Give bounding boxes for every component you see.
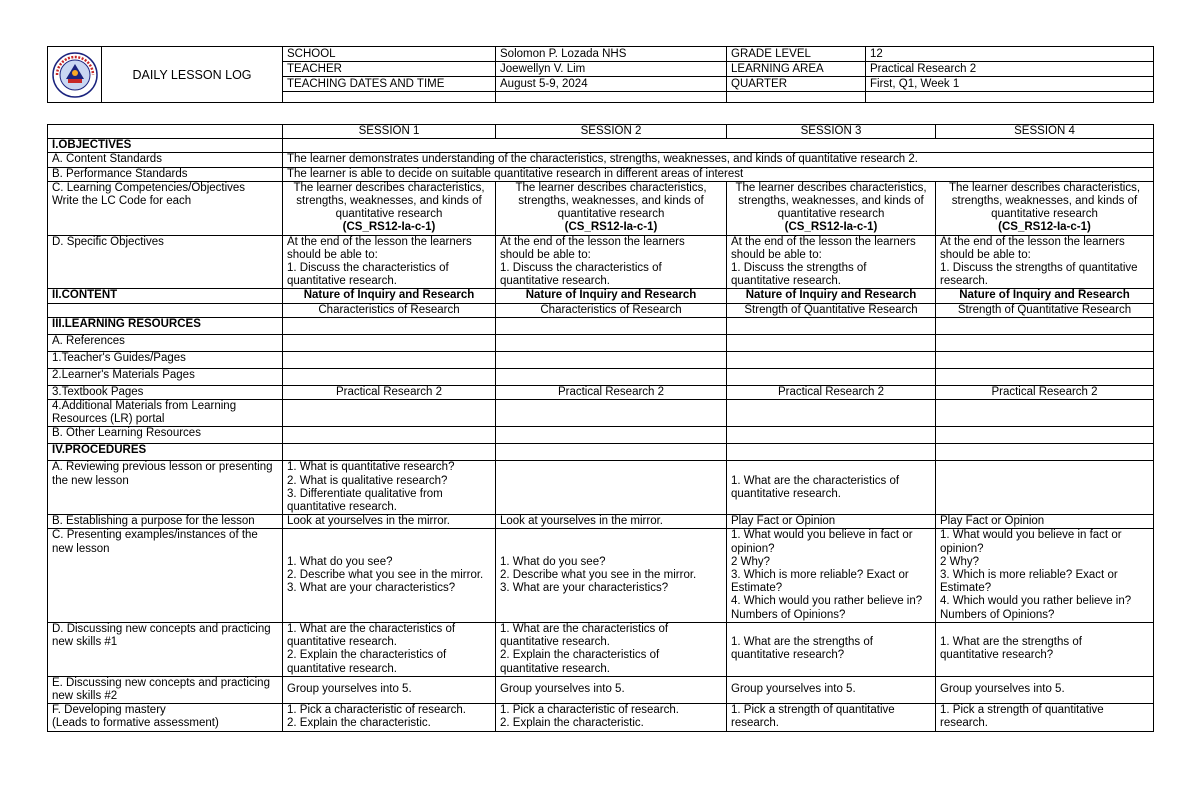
competency-line: The learner describes characteristics, — [515, 181, 707, 194]
competency-line: strengths, weaknesses, and kinds of — [951, 195, 1138, 208]
text-line: At the end of the lesson the learners — [940, 235, 1125, 248]
text-line: new lesson — [52, 542, 110, 555]
competency-line: The learner describes characteristics, — [293, 181, 485, 194]
grade-level-label: GRADE LEVEL — [727, 47, 866, 62]
text-line: 3. Differentiate qualitative from — [287, 487, 443, 500]
procedure-c-label — [48, 529, 283, 622]
table-row — [48, 351, 1154, 368]
table-row — [48, 368, 1154, 385]
text-line: quantitative research. — [287, 636, 397, 649]
text-line: 4.Additional Materials from Learning — [52, 400, 237, 413]
blank-cell — [727, 444, 936, 461]
learning-area-value: Practical Research 2 — [866, 62, 1154, 77]
text-line: C. Presenting examples/instances of the — [52, 529, 258, 542]
blank-cell — [283, 368, 496, 385]
content-subtopic-session-2: Characteristics of Research — [496, 303, 727, 317]
lc-code: (CS_RS12-Ia-c-1) — [784, 221, 878, 234]
text-line: Estimate? — [731, 582, 783, 595]
text-line: 1. What are the characteristics of — [500, 622, 669, 635]
session-4-header: SESSION 4 — [936, 125, 1154, 139]
table-row — [48, 676, 1154, 703]
school-label: SCHOOL — [283, 47, 496, 62]
procedure-e-session-2: Group yourselves into 5. — [496, 676, 727, 703]
text-line: 2. Explain the characteristics of — [500, 649, 660, 662]
content-subtopic-session-3: Strength of Quantitative Research — [727, 303, 936, 317]
session-2-header: SESSION 2 — [496, 125, 727, 139]
teaching-dates-value: August 5-9, 2024 — [496, 77, 727, 92]
text-line: 2 Why? — [940, 555, 979, 568]
text-line: 1. Pick a characteristic of research. — [287, 704, 466, 717]
grade-level-value: 12 — [866, 47, 1154, 62]
procedure-c-session-3 — [727, 529, 936, 622]
content-standards-label: A. Content Standards — [48, 153, 283, 167]
competency-line: The learner describes characteristics, — [948, 181, 1141, 194]
textbook-session-1: Practical Research 2 — [283, 385, 496, 399]
text-line: opinion? — [731, 542, 775, 555]
text-line: Resources (LR) portal — [52, 413, 165, 426]
competency-line: quantitative research — [335, 208, 443, 221]
school-value: Solomon P. Lozada NHS — [496, 47, 727, 62]
procedure-f-session-2 — [496, 704, 727, 731]
text-line: 4. Which would you rather believe in? — [940, 595, 1132, 608]
teachers-guides-label: 1.Teacher's Guides/Pages — [48, 351, 283, 368]
text-line: quantitative research. — [500, 636, 610, 649]
blank-cell — [283, 427, 496, 444]
table-row — [48, 427, 1154, 444]
text-line: (Leads to formative assessment) — [52, 717, 219, 730]
text-line: 1. What would you believe in fact or — [731, 529, 913, 542]
lc-code: (CS_RS12-Ia-c-1) — [998, 221, 1091, 234]
procedure-e-session-3: Group yourselves into 5. — [727, 676, 936, 703]
text-line: At the end of the lesson the learners — [731, 235, 916, 248]
specific-objectives-session-1 — [283, 235, 496, 289]
additional-materials-label — [48, 400, 283, 427]
text-line: 1. What are the strengths of — [731, 636, 873, 649]
text-line: 3. What are your characteristics? — [500, 582, 669, 595]
lesson-log-table — [47, 124, 1154, 732]
procedure-c-session-1 — [283, 529, 496, 622]
text-line: F. Developing mastery — [52, 704, 166, 717]
text-line: 3. What are your characteristics? — [287, 582, 456, 595]
text-line: 1. Discuss the characteristics of — [287, 262, 449, 275]
header-table — [47, 46, 1154, 103]
blank-cell — [727, 334, 936, 351]
content-subtopic-session-4: Strength of Quantitative Research — [936, 303, 1154, 317]
teacher-label: TEACHER — [283, 62, 496, 77]
text-line: should be able to: — [731, 248, 822, 261]
table-row — [48, 167, 1154, 181]
text-line: 4. Which would you rather believe in? — [731, 595, 923, 608]
table-row — [48, 181, 1154, 235]
text-line: Estimate? — [940, 582, 992, 595]
blank-cell — [727, 427, 936, 444]
blank-cell — [496, 334, 727, 351]
content-subtopic-session-1: Characteristics of Research — [283, 303, 496, 317]
blank-cell — [936, 334, 1154, 351]
teacher-value: Joewellyn V. Lim — [496, 62, 727, 77]
blank-cell — [727, 317, 936, 334]
procedures-heading: IV.PROCEDURES — [48, 444, 283, 461]
competency-line: The learner describes characteristics, — [735, 181, 927, 194]
competency-line: quantitative research — [557, 208, 665, 221]
text-line: should be able to: — [940, 248, 1031, 261]
blank-cell — [496, 317, 727, 334]
blank-cell — [936, 427, 1154, 444]
table-row — [48, 317, 1154, 334]
text-line: A. Reviewing previous lesson or presenting — [52, 461, 273, 474]
header-blank — [727, 92, 866, 103]
header-blank — [866, 92, 1154, 103]
procedure-a-session-4 — [936, 461, 1154, 515]
text-line: quantitative research? — [731, 649, 845, 662]
competency-line: strengths, weaknesses, and kinds of — [738, 195, 924, 208]
text-line: 1. Discuss the strengths of — [731, 262, 867, 275]
text-line: new skills #1 — [52, 636, 118, 649]
blank-cell — [283, 139, 1154, 153]
resources-heading: III.LEARNING RESOURCES — [48, 317, 283, 334]
text-line: should be able to: — [287, 248, 378, 261]
competency-line: strengths, weaknesses, and kinds of — [296, 195, 482, 208]
text-line: At the end of the lesson the learners — [500, 235, 685, 248]
procedure-d-session-4 — [936, 622, 1154, 676]
quarter-label: QUARTER — [727, 77, 866, 92]
blank-cell — [283, 351, 496, 368]
table-row — [48, 303, 1154, 317]
text-line: research. — [940, 717, 988, 730]
text-line: Numbers of Opinions? — [731, 608, 846, 621]
text-line: the new lesson — [52, 474, 129, 487]
session-header-row — [48, 125, 1154, 139]
document-title: DAILY LESSON LOG — [102, 47, 283, 103]
text-line: 2. Describe what you see in the mirror. — [500, 569, 697, 582]
text-line: Numbers of Opinions? — [940, 608, 1055, 621]
procedure-a-session-2 — [496, 461, 727, 515]
procedure-a-label — [48, 461, 283, 515]
blank-cell — [936, 368, 1154, 385]
text-line: 1. Discuss the characteristics of — [500, 262, 662, 275]
content-topic-session-4: Nature of Inquiry and Research — [936, 289, 1154, 303]
procedure-b-session-4: Play Fact or Opinion — [936, 515, 1154, 529]
competency-line: quantitative research — [777, 208, 885, 221]
quarter-value: First, Q1, Week 1 — [866, 77, 1154, 92]
competency-session-3 — [727, 181, 936, 235]
procedure-e-session-4: Group yourselves into 5. — [936, 676, 1154, 703]
text-line: 1. Discuss the strengths of quantitative — [940, 262, 1138, 275]
text-line: 1. What are the characteristics of — [287, 622, 456, 635]
table-row — [48, 139, 1154, 153]
blank-cell — [936, 444, 1154, 461]
blank-cell — [496, 444, 727, 461]
text-line: opinion? — [940, 542, 984, 555]
lc-code: (CS_RS12-Ia-c-1) — [342, 221, 436, 234]
table-row — [48, 400, 1154, 427]
blank-cell — [283, 400, 496, 427]
content-topic-session-1: Nature of Inquiry and Research — [283, 289, 496, 303]
table-row — [48, 235, 1154, 289]
text-line: quantitative research? — [940, 649, 1054, 662]
text-line: 1. What is quantitative research? — [287, 461, 455, 474]
text-line: 2. Explain the characteristic. — [500, 717, 644, 730]
procedure-a-session-1 — [283, 461, 496, 515]
content-heading: II.CONTENT — [48, 289, 283, 303]
textbook-pages-label: 3.Textbook Pages — [48, 385, 283, 399]
text-line: quantitative research. — [500, 662, 610, 675]
table-row — [48, 153, 1154, 167]
procedure-b-session-2: Look at yourselves in the mirror. — [496, 515, 727, 529]
procedure-d-session-2 — [496, 622, 727, 676]
blank-cell — [936, 400, 1154, 427]
text-line: quantitative research. — [731, 487, 841, 500]
procedure-e-session-1: Group yourselves into 5. — [283, 676, 496, 703]
specific-objectives-session-4 — [936, 235, 1154, 289]
header-blank — [496, 92, 727, 103]
content-standards-text: The learner demonstrates understanding of the characteristics, strengths, weaknesses, and kinds of quantitative research 2. — [283, 153, 1154, 167]
text-line: 1. What are the characteristics of — [731, 474, 900, 487]
table-corner — [48, 125, 283, 139]
text-line: E. Discussing new concepts and practicing — [52, 676, 270, 689]
text-line: quantitative research. — [731, 275, 841, 288]
blank-cell — [496, 400, 727, 427]
text-line: 2 Why? — [731, 555, 770, 568]
text-line: 2. Explain the characteristics of — [287, 649, 447, 662]
procedure-d-session-3 — [727, 622, 936, 676]
blank-cell — [496, 368, 727, 385]
text-line: 2. Describe what you see in the mirror. — [287, 569, 484, 582]
text-line: 1. What would you believe in fact or — [940, 529, 1122, 542]
blank-cell — [936, 317, 1154, 334]
text-line: quantitative research. — [287, 662, 397, 675]
blank-cell — [727, 351, 936, 368]
competency-line: strengths, weaknesses, and kinds of — [518, 195, 704, 208]
blank-cell — [496, 427, 727, 444]
text-line: 3. Which is more reliable? Exact or — [940, 569, 1118, 582]
text-line: quantitative research. — [500, 275, 610, 288]
text-line: 2. What is qualitative research? — [287, 474, 448, 487]
specific-objectives-label: D. Specific Objectives — [48, 235, 283, 289]
blank-cell — [283, 317, 496, 334]
table-row — [48, 515, 1154, 529]
deped-seal-cell — [48, 47, 102, 103]
blank-cell — [283, 334, 496, 351]
table-row — [48, 385, 1154, 399]
text-line: D. Discussing new concepts and practicing — [52, 622, 271, 635]
procedure-d-label — [48, 622, 283, 676]
text-line: quantitative research. — [287, 275, 397, 288]
header-blank — [283, 92, 496, 103]
competency-line: quantitative research — [991, 208, 1098, 221]
table-row — [48, 704, 1154, 731]
textbook-session-2: Practical Research 2 — [496, 385, 727, 399]
text-line: should be able to: — [500, 248, 591, 261]
learning-area-label: LEARNING AREA — [727, 62, 866, 77]
performance-standards-text: The learner is able to decide on suitable quantitative research in different areas of interest — [283, 167, 1154, 181]
text-line: quantitative research. — [287, 501, 397, 514]
text-line: 1. What are the strengths of — [940, 636, 1082, 649]
text-line: 3. Which is more reliable? Exact or — [731, 569, 909, 582]
objectives-heading: I.OBJECTIVES — [48, 139, 283, 153]
table-row — [48, 461, 1154, 515]
content-topic-session-3: Nature of Inquiry and Research — [727, 289, 936, 303]
text-line: new skills #2 — [52, 689, 118, 702]
table-row — [48, 529, 1154, 622]
text-line: 1. What do you see? — [287, 555, 393, 568]
table-row — [48, 622, 1154, 676]
procedure-f-session-4 — [936, 704, 1154, 731]
blank-cell — [48, 303, 283, 317]
text-line: 1. What do you see? — [500, 555, 606, 568]
procedure-b-session-3: Play Fact or Opinion — [727, 515, 936, 529]
text-line: 1. Pick a strength of quantitative — [731, 704, 895, 717]
blank-cell — [727, 368, 936, 385]
competencies-label — [48, 181, 283, 235]
competency-session-1 — [283, 181, 496, 235]
table-row — [48, 289, 1154, 303]
table-row — [48, 444, 1154, 461]
learners-materials-label: 2.Learner's Materials Pages — [48, 368, 283, 385]
blank-cell — [936, 351, 1154, 368]
procedure-a-session-3 — [727, 461, 936, 515]
procedure-f-label — [48, 704, 283, 731]
content-topic-session-2: Nature of Inquiry and Research — [496, 289, 727, 303]
session-1-header: SESSION 1 — [283, 125, 496, 139]
text-line: 2. Explain the characteristic. — [287, 717, 431, 730]
competencies-label-line: C. Learning Competencies/Objectives — [52, 181, 246, 194]
text-line: research. — [731, 717, 779, 730]
text-line: 1. Pick a strength of quantitative — [940, 704, 1104, 717]
textbook-session-3: Practical Research 2 — [727, 385, 936, 399]
competency-session-2 — [496, 181, 727, 235]
other-resources-label: B. Other Learning Resources — [48, 427, 283, 444]
competencies-label-line: Write the LC Code for each — [52, 195, 192, 208]
procedure-f-session-1 — [283, 704, 496, 731]
blank-cell — [283, 444, 496, 461]
competency-session-4 — [936, 181, 1154, 235]
procedure-f-session-3 — [727, 704, 936, 731]
procedure-c-session-4 — [936, 529, 1154, 622]
textbook-session-4: Practical Research 2 — [936, 385, 1154, 399]
blank-cell — [496, 351, 727, 368]
text-line: research. — [940, 275, 988, 288]
table-row — [48, 334, 1154, 351]
text-line: 1. Pick a characteristic of research. — [500, 704, 679, 717]
procedure-b-label: B. Establishing a purpose for the lesson — [48, 515, 283, 529]
procedure-d-session-1 — [283, 622, 496, 676]
procedure-c-session-2 — [496, 529, 727, 622]
session-3-header: SESSION 3 — [727, 125, 936, 139]
procedure-b-session-1: Look at yourselves in the mirror. — [283, 515, 496, 529]
references-label: A. References — [48, 334, 283, 351]
procedure-e-label — [48, 676, 283, 703]
performance-standards-label: B. Performance Standards — [48, 167, 283, 181]
teaching-dates-label: TEACHING DATES AND TIME — [283, 77, 496, 92]
text-line: At the end of the lesson the learners — [287, 235, 472, 248]
specific-objectives-session-3 — [727, 235, 936, 289]
specific-objectives-session-2 — [496, 235, 727, 289]
lc-code: (CS_RS12-Ia-c-1) — [564, 221, 658, 234]
deped-seal-icon — [52, 52, 98, 98]
blank-cell — [727, 400, 936, 427]
